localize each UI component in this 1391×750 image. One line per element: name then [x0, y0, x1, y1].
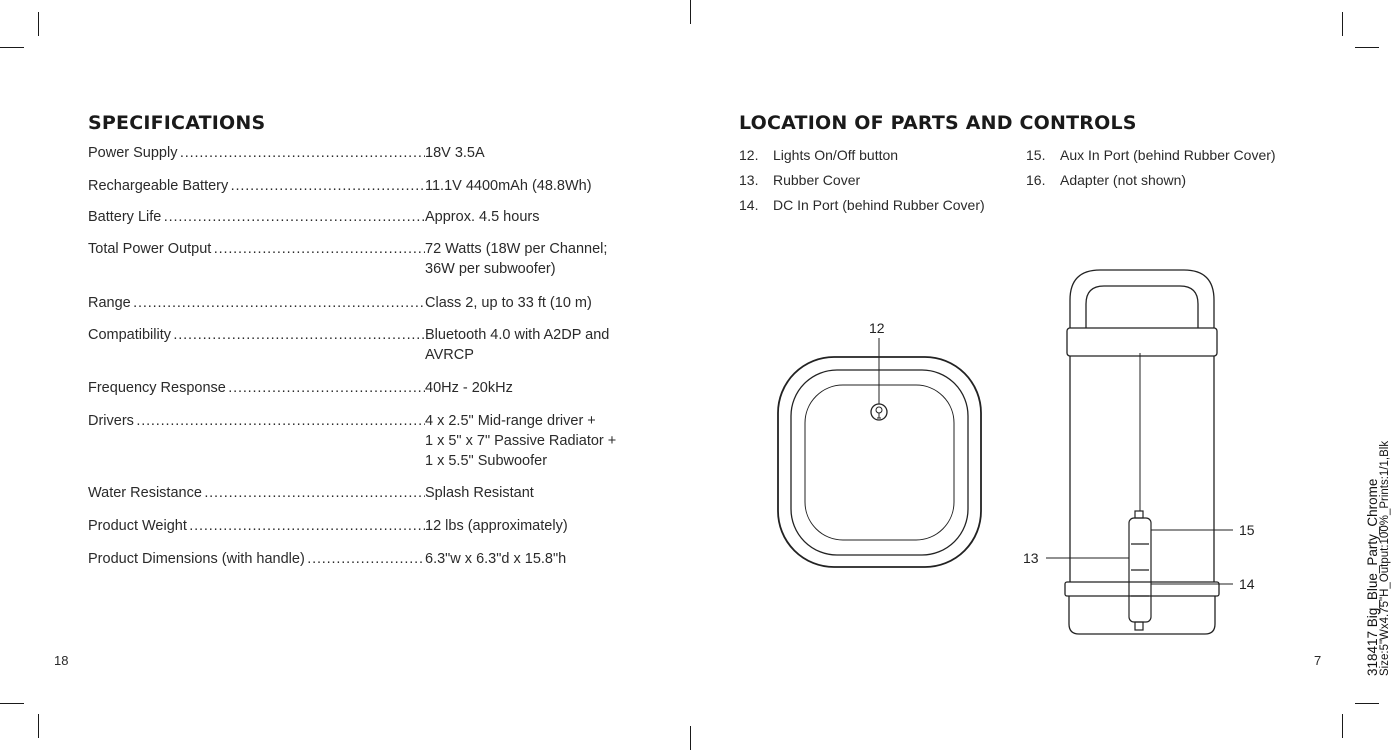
part-label: Rubber Cover	[773, 172, 861, 188]
page-number-left: 18	[54, 653, 69, 668]
speaker-side-view	[1065, 270, 1219, 634]
spec-value: 40Hz - 20kHz	[425, 380, 513, 396]
spec-value: Splash Resistant	[425, 485, 534, 501]
spec-label: Total Power Output . . .	[88, 239, 425, 293]
part-label: Lights On/Off button	[773, 147, 899, 163]
part-number: 15.	[1026, 147, 1046, 163]
spec-label: Frequency Response . . .	[88, 378, 425, 411]
location-of-parts-heading: LOCATION OF PARTS AND CONTROLS	[739, 112, 1137, 134]
spec-label: Power Supply . . .	[88, 143, 425, 176]
spec-value: Approx. 4.5 hours	[425, 209, 540, 225]
part-label: Adapter (not shown)	[1060, 172, 1187, 188]
callout-label-13: 13	[1023, 550, 1039, 566]
slug-line-2: Size:5"Wx4.75"H_Output:100%_Prints:1/1,Blk	[1379, 440, 1391, 676]
spec-label: Battery Life . . .	[88, 207, 425, 239]
spec-label: Drivers . . .	[88, 411, 425, 483]
part-number: 12.	[739, 147, 759, 163]
spec-label: Range . . .	[88, 293, 425, 325]
spec-label: Rechargeable Battery . . .	[88, 176, 425, 207]
callout-label-14: 14	[1239, 576, 1255, 592]
spec-value: 4 x 2.5" Mid-range driver + 1 x 5" x 7" Passive Radiator + 1 x 5.5" Subwoofer	[425, 413, 617, 469]
part-label: DC In Port (behind Rubber Cover)	[773, 197, 985, 213]
callout-lines	[1046, 353, 1233, 584]
part-number: 16.	[1026, 172, 1046, 188]
spec-label: Product Dimensions (with handle) . . .	[88, 549, 425, 573]
printer-slug	[1366, 356, 1391, 676]
spec-label: Product Weight . . .	[88, 516, 425, 549]
callout-label-12: 12	[869, 320, 885, 336]
spec-value: Class 2, up to 33 ft (10 m)	[425, 295, 592, 311]
callout-label-15: 15	[1239, 522, 1255, 538]
part-label: Aux In Port (behind Rubber Cover)	[1060, 147, 1276, 163]
spec-value: 72 Watts (18W per Channel; 36W per subwoofer)	[425, 241, 608, 277]
spec-value: 6.3"w x 6.3"d x 15.8"h	[425, 551, 567, 567]
lights-button-icon	[871, 404, 887, 420]
page-number-right: 7	[1314, 653, 1322, 668]
spec-label: Compatibility . . .	[88, 325, 425, 378]
spec-label: Water Resistance . . .	[88, 483, 425, 516]
spec-value: 12 lbs (approximately)	[425, 518, 568, 534]
part-number: 13.	[739, 172, 759, 188]
rubber-cover	[1129, 511, 1151, 630]
part-number: 14.	[739, 197, 759, 213]
spec-value: 11.1V 4400mAh (48.8Wh)	[425, 178, 592, 194]
spec-value: Bluetooth 4.0 with A2DP and AVRCP	[425, 327, 610, 363]
spec-value: 18V 3.5A	[425, 145, 485, 161]
specifications-heading: SPECIFICATIONS	[88, 112, 266, 134]
slug-line-1: 318417 Big_Blue_Party_Chrome	[1365, 478, 1380, 676]
